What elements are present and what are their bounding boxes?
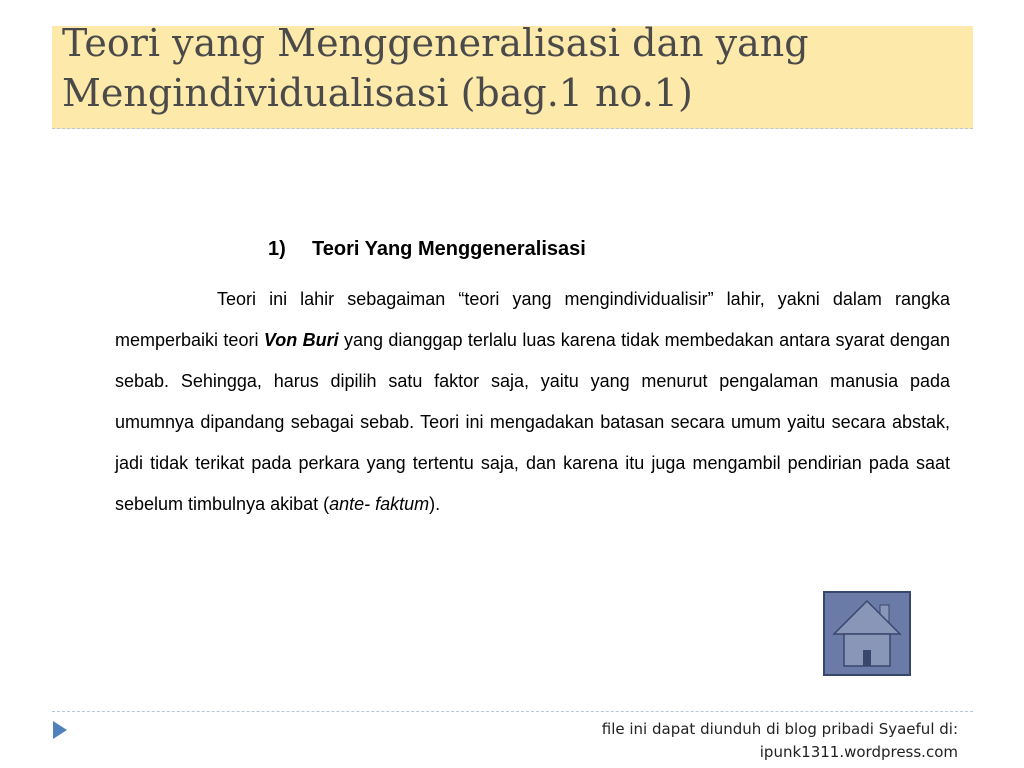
footer-note: [602, 718, 958, 764]
section-heading: [268, 238, 586, 261]
paragraph-part-2: yang dianggap terlalu luas karena tidak membedakan antara syarat dengan sebab. Sehingga, harus dipilih satu faktor saja, yaitu yang menurut pengalaman manusia pada umumnya dipandang sebagai sebab. Teori ini mengadakan batasan secara umum yaitu secara abstak, jadi tidak terikat pada perkara yang tertentu saja, dan karena itu juga mengambil pendirian pada saat sebelum timbulnya akibat (: [115, 330, 950, 514]
section-heading-text: Teori Yang Menggeneralisasi: [312, 238, 586, 260]
body-paragraph: [115, 279, 950, 525]
home-icon: [825, 593, 909, 674]
footer-line-1: file ini dapat diunduh di blog pribadi Syaeful di:: [601, 720, 958, 738]
paragraph-part-3: ).: [429, 494, 441, 514]
slide-title: Teori yang Menggeneralisasi dan yang Mengindividualisasi (bag.1 no.1): [62, 21, 809, 115]
home-button[interactable]: [823, 591, 911, 676]
paragraph-part-1: Teori ini lahir sebagaiman “teori yang mengindividualisir” lahir, yakni dalam rangka memperbaiki teori: [115, 289, 950, 350]
footer-divider: [52, 711, 973, 712]
emphasis-von-buri: Von Buri: [263, 330, 339, 350]
section-number: 1): [268, 238, 286, 260]
play-bullet-icon: [52, 720, 68, 740]
emphasis-ante-faktum: ante- faktum: [329, 494, 430, 514]
footer-line-2: ipunk1311.wordpress.com: [759, 743, 958, 761]
